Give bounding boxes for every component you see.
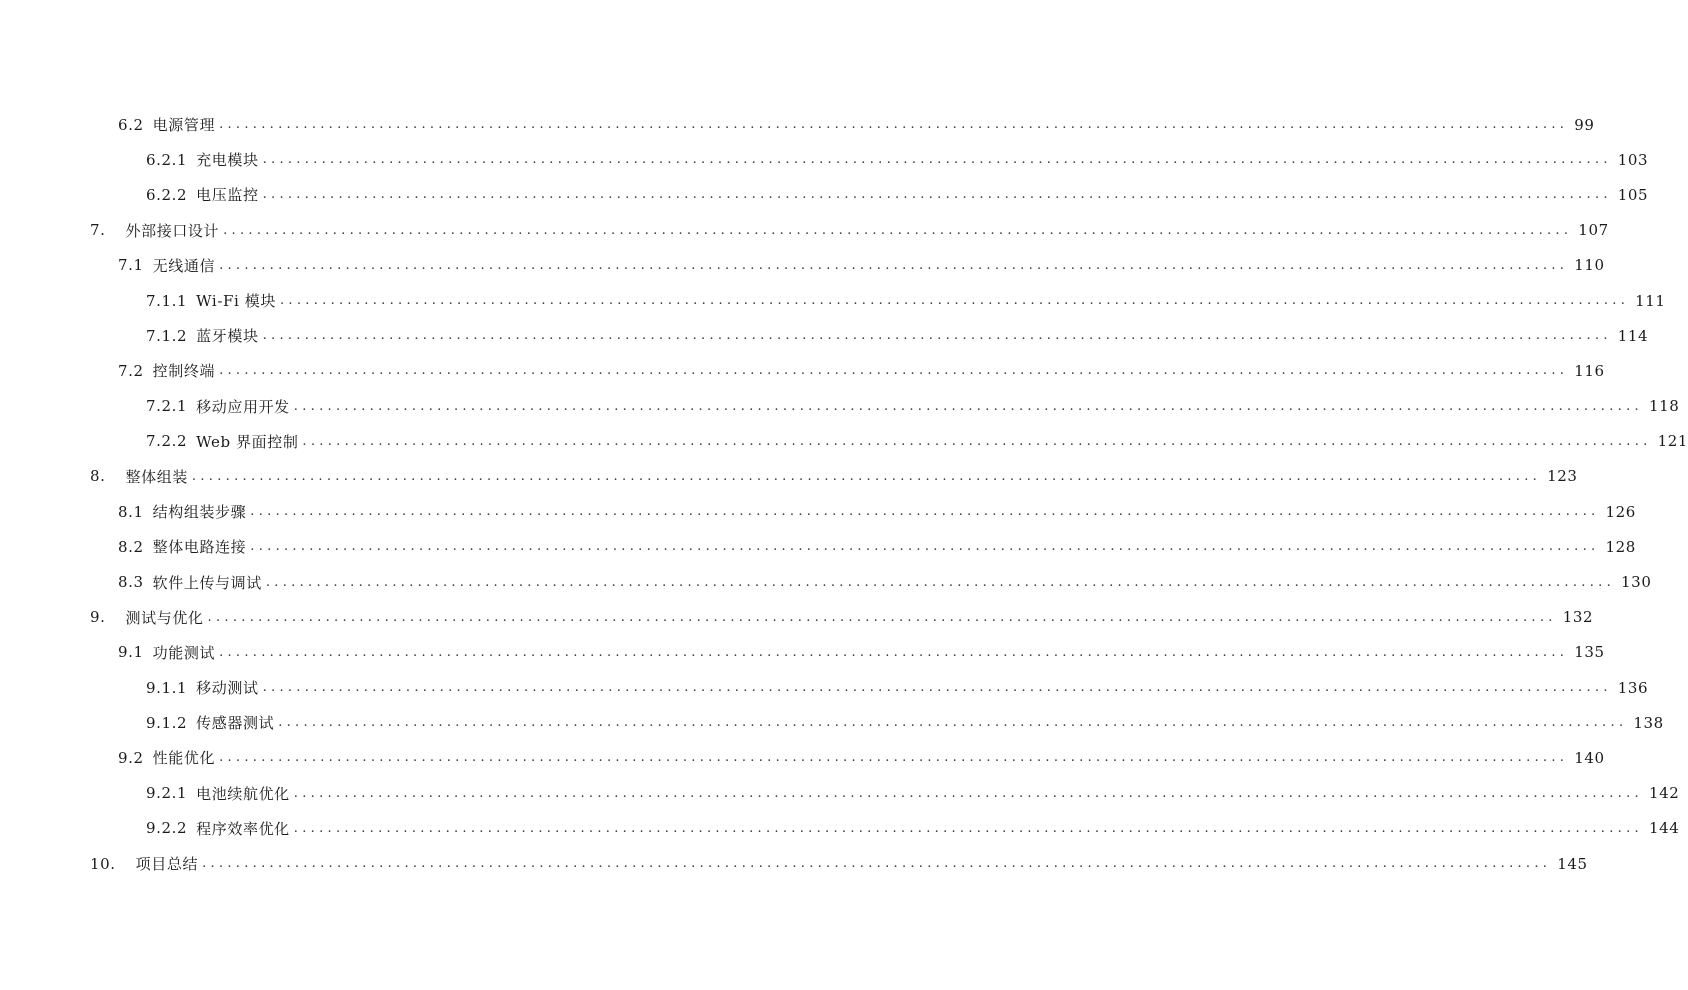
- dot-leader: ................................................................................................................................................................: [202, 856, 1552, 872]
- toc-entry-title: 功能测试: [152, 643, 216, 662]
- toc-entry[interactable]: [0, 353, 1605, 388]
- toc-entry[interactable]: [0, 811, 1680, 846]
- toc-entry-title: 电压监控: [196, 186, 259, 205]
- toc-entry-title: 性能优化: [152, 749, 216, 768]
- toc-entry-title: 蓝牙模块: [196, 327, 259, 346]
- toc-entry[interactable]: [0, 177, 1649, 212]
- toc-entry-title: Web 界面控制: [196, 432, 299, 451]
- toc-entry-page: 126: [1605, 502, 1636, 521]
- toc-entry[interactable]: [0, 424, 1688, 459]
- toc-entry-page: 138: [1633, 713, 1664, 732]
- toc-entry-number: 7.2: [118, 361, 144, 380]
- dot-leader: ................................................................................................................................................................: [219, 117, 1569, 133]
- toc-entry[interactable]: [0, 142, 1649, 177]
- dot-leader: ................................................................................................................................................................: [262, 328, 1612, 344]
- toc-entry[interactable]: [0, 248, 1605, 283]
- toc-entry-title: 软件上传与调试: [152, 573, 262, 592]
- toc-entry[interactable]: [0, 318, 1649, 353]
- toc-entry[interactable]: [0, 494, 1636, 529]
- dot-leader: ................................................................................................................................................................: [265, 574, 1616, 590]
- toc-entry-page: 130: [1621, 573, 1652, 592]
- toc-entry-title: 移动测试: [196, 679, 259, 698]
- toc-entry-number: 6.2: [118, 115, 144, 134]
- toc-entry[interactable]: [0, 213, 1609, 248]
- toc-entry-page: 103: [1617, 150, 1649, 169]
- toc-entry[interactable]: [0, 846, 1588, 881]
- toc-entry-page: 118: [1648, 397, 1680, 416]
- dot-leader: ................................................................................................................................................................: [219, 750, 1569, 766]
- toc-entry-page: 121: [1657, 432, 1688, 451]
- toc-entry-number: 10.: [90, 854, 116, 873]
- toc-entry[interactable]: [0, 459, 1578, 494]
- toc-entry-page: 111: [1635, 291, 1666, 310]
- toc-entry-title: 程序效率优化: [196, 819, 290, 838]
- toc-entry-page: 135: [1574, 643, 1605, 662]
- dot-leader: ................................................................................................................................................................: [219, 644, 1569, 660]
- toc-entry-title: 充电模块: [196, 151, 259, 170]
- dot-leader: ................................................................................................................................................................: [293, 398, 1643, 414]
- toc-entry-page: 136: [1617, 678, 1649, 697]
- toc-entry-title: Wi-Fi 模块: [196, 292, 276, 311]
- toc-entry[interactable]: [0, 670, 1649, 705]
- toc-entry-number: 8.1: [118, 502, 144, 521]
- toc-entry-page: 132: [1562, 608, 1594, 627]
- toc-entry[interactable]: [0, 740, 1605, 775]
- toc-entry-page: 140: [1574, 748, 1605, 767]
- toc-entry-number: 9.1: [118, 643, 144, 662]
- dot-leader: ................................................................................................................................................................: [302, 433, 1652, 449]
- toc-entry-number: 8.2: [118, 537, 144, 556]
- toc-entry-number: 7.1.1: [146, 291, 188, 310]
- toc-entry-title: 控制终端: [152, 362, 216, 381]
- toc-entry-number: 9.2: [118, 748, 144, 767]
- dot-leader: ................................................................................................................................................................: [262, 187, 1612, 203]
- toc-entry-number: 7.1: [118, 256, 144, 275]
- dot-leader: ................................................................................................................................................................: [279, 293, 1630, 309]
- toc-entry-number: 7.2.1: [146, 397, 188, 416]
- toc-entry-page: 107: [1578, 221, 1609, 240]
- dot-leader: ................................................................................................................................................................: [207, 609, 1557, 625]
- toc-entry-title: 外部接口设计: [125, 221, 220, 240]
- toc-entry-number: 9.: [90, 608, 106, 627]
- toc-entry-page: 128: [1605, 537, 1636, 556]
- toc-entry-title: 传感器测试: [196, 714, 275, 733]
- toc-entry[interactable]: [0, 776, 1680, 811]
- toc-entry-page: 116: [1574, 361, 1605, 380]
- toc-entry-title: 项目总结: [135, 855, 199, 874]
- toc-entry[interactable]: [0, 564, 1652, 599]
- toc-entry-number: 9.1.1: [146, 678, 188, 697]
- toc-entry-page: 99: [1574, 115, 1595, 134]
- dot-leader: ................................................................................................................................................................: [223, 222, 1573, 238]
- toc-entry-title: 结构组装步骤: [152, 503, 247, 522]
- toc-entry-title: 电源管理: [152, 116, 216, 135]
- toc-entry-number: 6.2.2: [146, 185, 188, 204]
- toc-entry-number: 8.3: [118, 573, 144, 592]
- toc-entry-number: 7.1.2: [146, 326, 188, 345]
- toc-entry-title: 测试与优化: [125, 608, 204, 627]
- toc-entry-number: 7.2.2: [146, 432, 188, 451]
- toc-entry-title: 无线通信: [152, 256, 216, 275]
- toc-entry-page: 114: [1617, 326, 1649, 345]
- toc-entry-page: 123: [1547, 467, 1578, 486]
- dot-leader: ................................................................................................................................................................: [278, 715, 1628, 731]
- toc-entry-title: 整体电路连接: [152, 538, 247, 557]
- toc-entry-number: 9.1.2: [146, 713, 188, 732]
- dot-leader: ................................................................................................................................................................: [250, 504, 1600, 520]
- toc-entry[interactable]: [0, 529, 1636, 564]
- toc-entry-title: 整体组装: [125, 467, 188, 486]
- toc-entry[interactable]: [0, 283, 1666, 318]
- dot-leader: ................................................................................................................................................................: [293, 820, 1643, 836]
- dot-leader: ................................................................................................................................................................: [250, 539, 1600, 555]
- dot-leader: ................................................................................................................................................................: [219, 363, 1569, 379]
- toc-entry-title: 电池续航优化: [196, 784, 290, 803]
- toc-entry-number: 9.2.2: [146, 819, 188, 838]
- toc-entry-title: 移动应用开发: [196, 397, 290, 416]
- toc-entry-number: 9.2.1: [146, 784, 188, 803]
- table-of-contents: [0, 107, 1688, 881]
- toc-entry-number: 6.2.1: [146, 150, 188, 169]
- dot-leader: ................................................................................................................................................................: [262, 680, 1612, 696]
- toc-entry[interactable]: [0, 705, 1664, 740]
- toc-entry-number: 8.: [90, 467, 106, 486]
- dot-leader: ................................................................................................................................................................: [191, 468, 1542, 484]
- toc-entry-page: 144: [1648, 819, 1680, 838]
- toc-entry[interactable]: [0, 107, 1595, 142]
- toc-entry-page: 145: [1557, 854, 1588, 873]
- toc-entry[interactable]: [0, 600, 1594, 635]
- toc-entry-number: 7.: [90, 221, 106, 240]
- dot-leader: ................................................................................................................................................................: [219, 257, 1569, 273]
- toc-entry[interactable]: [0, 635, 1605, 670]
- dot-leader: ................................................................................................................................................................: [262, 152, 1612, 168]
- toc-entry-page: 110: [1574, 256, 1605, 275]
- toc-entry-page: 105: [1617, 185, 1649, 204]
- dot-leader: ................................................................................................................................................................: [293, 785, 1643, 801]
- toc-entry-page: 142: [1648, 784, 1680, 803]
- toc-entry[interactable]: [0, 389, 1680, 424]
